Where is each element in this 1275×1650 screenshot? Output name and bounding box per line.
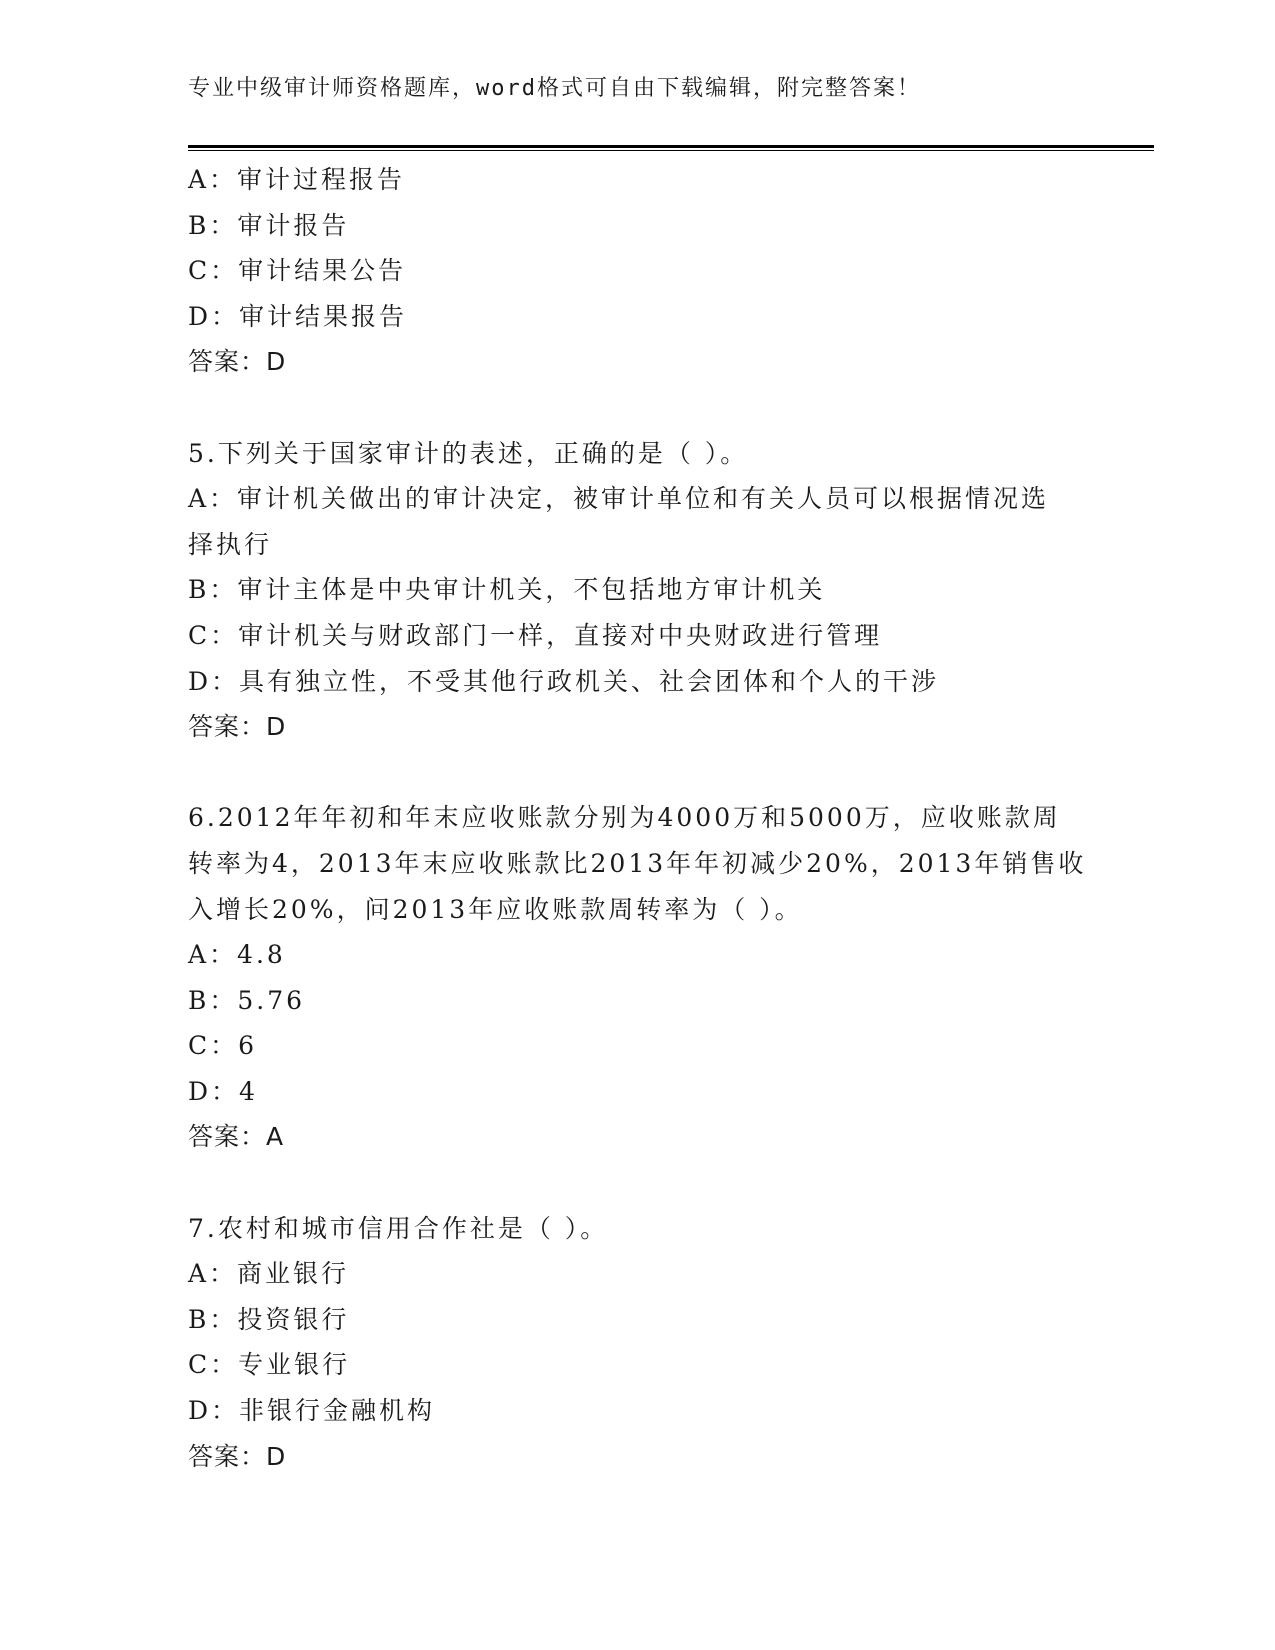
q6-option-c: C：6	[188, 1031, 258, 1061]
q4-option-d: D：审计结果报告	[188, 301, 408, 331]
question-content	[188, 157, 1088, 1479]
q5-option-b: B：审计主体是中央审计机关，不包括地方审计机关	[188, 575, 826, 605]
q4-option-c: C：审计结果公告	[188, 256, 407, 286]
q7-stem: 7.农村和城市信用合作社是（ ）。	[188, 1213, 609, 1243]
q7-option-b: B：投资银行	[188, 1304, 350, 1334]
q7-option-a: A：商业银行	[188, 1259, 350, 1289]
question-7-block	[188, 1206, 1088, 1480]
question-5-block	[188, 431, 1088, 750]
q4-answer: 答案：D	[188, 347, 287, 377]
q6-option-d: D：4	[188, 1076, 258, 1106]
q5-stem: 5.下列关于国家审计的表述，正确的是（ ）。	[188, 438, 749, 468]
spacer	[188, 1160, 1088, 1206]
question-6-block	[188, 795, 1088, 1160]
q6-answer: 答案：A	[188, 1122, 285, 1152]
question-4-block	[188, 157, 1088, 385]
spacer	[188, 750, 1088, 796]
header-rule-thick	[188, 145, 1154, 148]
q4-option-b: B：审计报告	[188, 210, 350, 240]
header-rule-thin	[188, 150, 1154, 151]
q7-option-c: C：专业银行	[188, 1350, 351, 1380]
q6-stem-line-3: 入增长20%，问2013年应收账款周转率为（ ）。	[188, 894, 803, 924]
q5-option-a-cont: 择执行	[188, 529, 273, 559]
q6-stem-line-1: 6.2012年年初和年末应收账款分别为4000万和5000万，应收账款周	[188, 803, 1061, 833]
q5-answer: 答案：D	[188, 712, 287, 742]
page-header: 专业中级审计师资格题库，word格式可自由下载编辑，附完整答案！	[188, 76, 921, 101]
q5-option-d: D：具有独立性，不受其他行政机关、社会团体和个人的干涉	[188, 666, 940, 696]
q5-option-c: C：审计机关与财政部门一样，直接对中央财政进行管理	[188, 620, 883, 650]
q5-option-a: A：审计机关做出的审计决定，被审计单位和有关人员可以根据情况选	[188, 484, 1050, 514]
q4-option-a: A：审计过程报告	[188, 165, 406, 194]
spacer	[188, 385, 1088, 431]
q7-answer: 答案：D	[188, 1441, 287, 1471]
q6-option-b: B：5.76	[188, 985, 306, 1015]
q7-option-d: D：非银行金融机构	[188, 1396, 436, 1426]
q6-stem-line-2: 转率为4，2013年末应收账款比2013年年初减少20%，2013年销售收	[188, 848, 1087, 878]
q6-option-a: A：4.8	[188, 940, 286, 970]
